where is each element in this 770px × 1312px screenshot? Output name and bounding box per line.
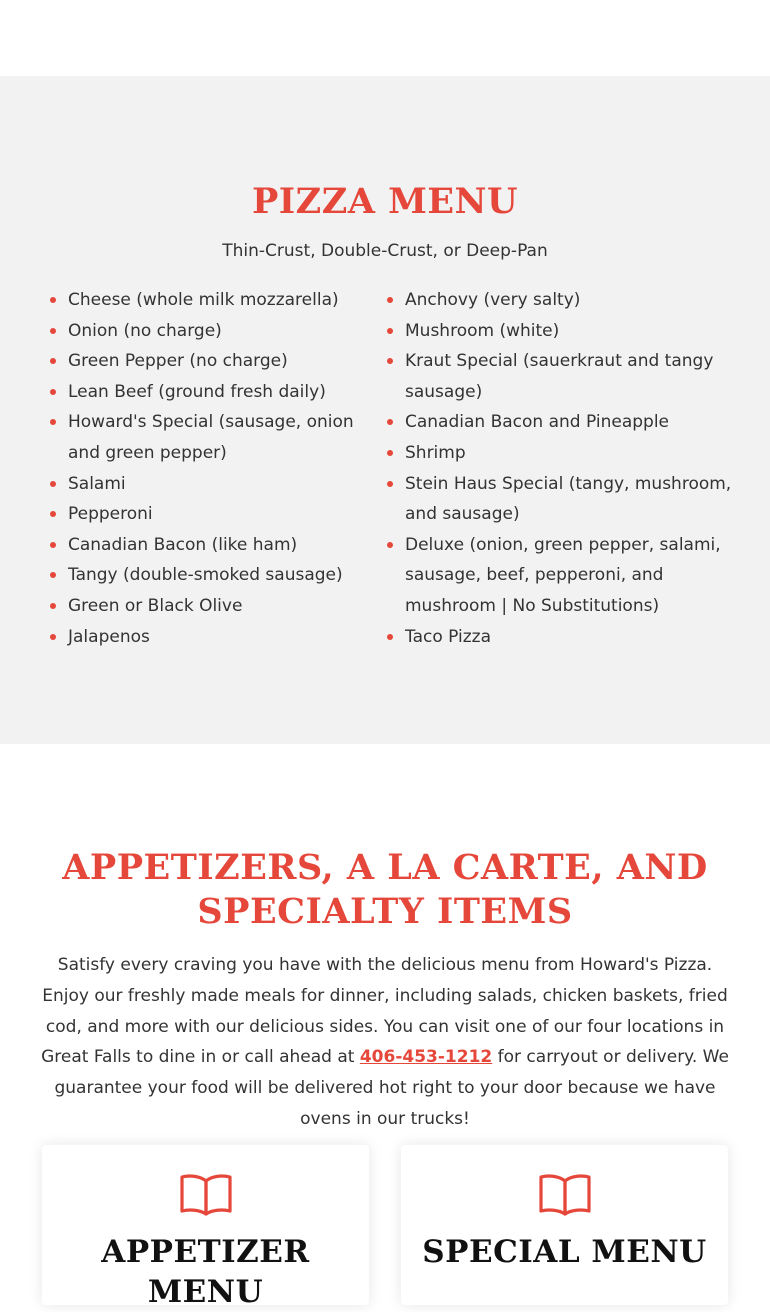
toppings-list-left [46,285,366,652]
list-item: Green Pepper (no charge) [46,346,366,377]
list-item: Cheese (whole milk mozzarella) [46,285,366,316]
pizza-menu-section [0,76,770,744]
list-item: Jalapenos [46,622,366,653]
toppings-list-right [383,285,733,652]
list-item: Shrimp [383,438,733,469]
description-text: Satisfy every craving you have with the delicious menu from Howard's Pizza. Enjoy our freshly made meals for dinner, including salads, chicken baskets, fried cod, and more with our delicious sides. You can visit one of our four locations in Great Falls to dine in or call ahead at [41,955,728,1068]
list-item: Stein Haus Special (tangy, mushroom, and sausage) [383,469,733,530]
list-item: Tangy (double-smoked sausage) [46,560,366,591]
book-open-icon [180,1172,232,1216]
list-item: Onion (no charge) [46,316,366,347]
pizza-menu-title: PIZZA MENU [251,181,519,222]
book-open-icon [539,1172,591,1216]
description-text: for carryout or delivery. We guarantee your food will be delivered hot right to your door because we have ovens in our trucks! [54,1047,729,1129]
appetizer-menu-title: APPETIZER MENU [101,1234,310,1310]
list-item: Howard's Special (sausage, onion and green pepper) [46,407,366,468]
list-item: Anchovy (very salty) [383,285,733,316]
top-band [0,0,770,76]
appetizers-description [40,950,730,1135]
list-item: Kraut Special (sauerkraut and tangy sausage) [383,346,733,407]
appetizers-section [0,744,770,1310]
pizza-menu-subtitle: Thin-Crust, Double-Crust, or Deep-Pan [222,241,548,261]
list-item: Taco Pizza [383,622,733,653]
appetizer-menu-card[interactable] [42,1145,369,1310]
phone-link[interactable]: 406-453-1212 [359,1047,493,1068]
list-item: Pepperoni [46,499,366,530]
list-item: Canadian Bacon and Pineapple [383,407,733,438]
list-item: Lean Beef (ground fresh daily) [46,377,366,408]
appetizers-title: APPETIZERS, A LA CARTE, AND SPECIALTY ITEMS [62,847,708,932]
list-item: Salami [46,469,366,500]
special-menu-title: SPECIAL MENU [422,1234,707,1270]
list-item: Mushroom (white) [383,316,733,347]
list-item: Deluxe (onion, green pepper, salami, sausage, beef, pepperoni, and mushroom | No Substitutions) [383,530,733,622]
list-item: Green or Black Olive [46,591,366,622]
list-item: Canadian Bacon (like ham) [46,530,366,561]
special-menu-card[interactable] [401,1145,728,1305]
